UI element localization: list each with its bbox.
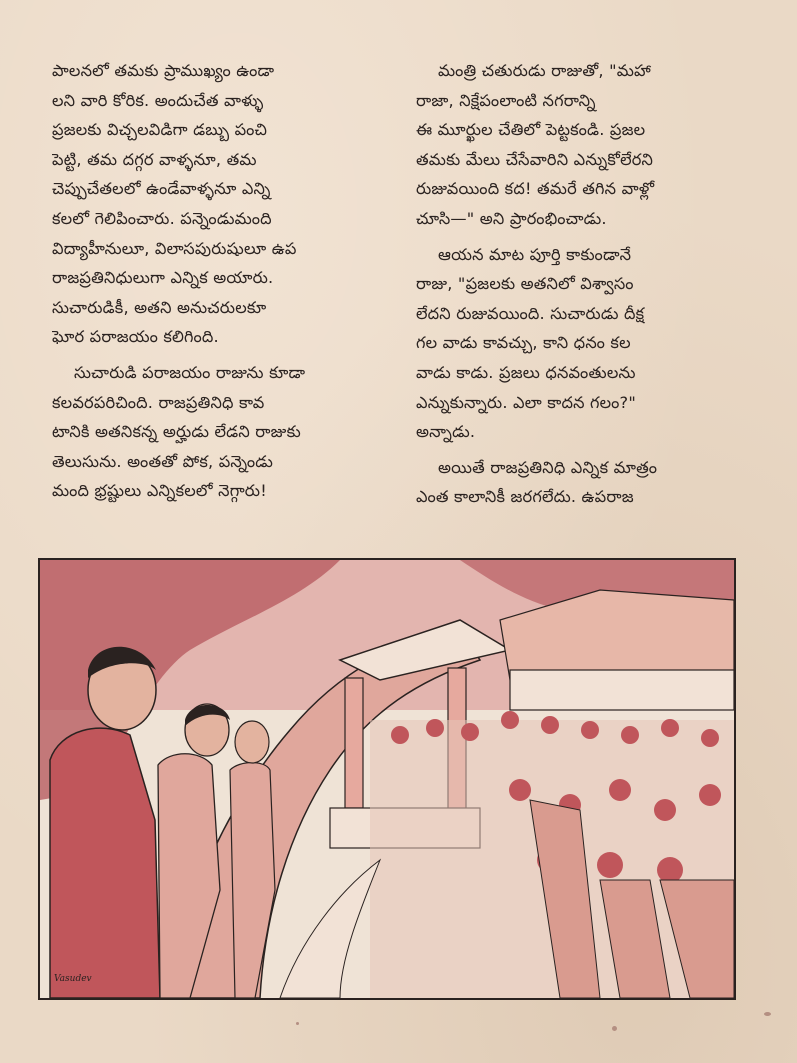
text-line: సుచారుడి పరాజయం రాజును కూడా bbox=[74, 362, 306, 382]
text-line: ప్రజలకు విచ్చలవిడిగా డబ్బు పంచి bbox=[52, 120, 268, 140]
text-line: టానికి అతనికన్న అర్హుడు లేడని రాజుకు bbox=[52, 422, 301, 442]
text-line: రాజప్రతినిధులుగా ఎన్నిక అయారు. bbox=[52, 268, 274, 288]
text-line: ఎంత కాలానికీ జరగలేదు. ఉపరాజ bbox=[416, 487, 634, 507]
text-line: అన్నాడు. bbox=[416, 422, 476, 442]
text-line: గల వాడు కావచ్చు, కాని ధనం కల bbox=[416, 333, 631, 353]
crowd-person-head bbox=[581, 721, 599, 739]
text-line: లేదని రుజువయింది. సుచారుడు దీక్ష bbox=[416, 303, 645, 323]
text-line: మంది భ్రష్టులు ఎన్నికలలో నెగ్గారు! bbox=[52, 481, 267, 501]
crowd-person-head bbox=[621, 726, 639, 744]
text-line: కలలో గెలిపించారు. పన్నెండుమంది bbox=[52, 208, 272, 228]
paper-speck bbox=[612, 1026, 617, 1031]
crowd-person-head bbox=[657, 857, 683, 883]
crowd-person-head bbox=[509, 779, 531, 801]
crowd-person-head bbox=[609, 779, 631, 801]
text-line: వాడు కాడు. ప్రజలు ధనవంతులను bbox=[416, 362, 636, 382]
crowd-person-head bbox=[661, 719, 679, 737]
text-line: అయితే రాజప్రతినిధి ఎన్నిక మాత్రం bbox=[438, 457, 658, 477]
text-line: తెలుసును. అంతతో పోక, పన్నెండు bbox=[52, 451, 274, 471]
text-line: చెప్పుచేతలలో ఉండేవాళ్ళనూ ఎన్ని bbox=[52, 179, 271, 199]
text-line: రాజు, "ప్రజలకు అతనిలో విశ్వాసం bbox=[416, 274, 634, 294]
paragraph bbox=[52, 56, 392, 352]
text-line: ఎన్నుకున్నారు. ఎలా కాదన గలం?" bbox=[416, 392, 636, 412]
paragraph bbox=[416, 453, 756, 512]
crowd-person-head bbox=[461, 723, 479, 741]
crowd-person-head bbox=[391, 726, 409, 744]
left-text-column bbox=[52, 56, 392, 506]
crowd-person-head bbox=[654, 799, 676, 821]
illustration-art bbox=[40, 560, 734, 998]
text-line: విద్యాహీనులూ, విలాసపురుషులూ ఉప bbox=[52, 238, 297, 258]
paragraph bbox=[416, 56, 756, 234]
text-line: కలవరపరిచింది. రాజప్రతినిధి కావ bbox=[52, 392, 265, 412]
artist-signature: Vasudev bbox=[54, 974, 92, 984]
story-illustration bbox=[38, 558, 736, 1000]
text-line: లని వారి కోరిక. అందుచేత వాళ్ళు bbox=[52, 90, 264, 110]
text-line: తమకు మేలు చేసేవారిని ఎన్నుకోలేరని bbox=[416, 149, 654, 169]
right-text-column bbox=[416, 56, 756, 512]
crowd-person-head bbox=[597, 852, 623, 878]
text-line: ఈ మూర్ఖుల చేతిలో పెట్టకండి. ప్రజల bbox=[416, 120, 646, 140]
text-line: సుచారుడికీ, అతని అనుచరులకూ bbox=[52, 297, 267, 317]
text-line: పెట్టి, తమ దగ్గర వాళ్ళనూ, తమ bbox=[52, 149, 257, 169]
crowd-person-head bbox=[701, 729, 719, 747]
paragraph bbox=[416, 240, 756, 447]
text-line: రుజువయింది కద! తమరే తగిన వాళ్లో bbox=[416, 179, 655, 199]
text-line: రాజా, నిక్షేపంలాంటి నగరాన్ని bbox=[416, 90, 596, 110]
text-line: ఆయన మాట పూర్తి కాకుండానే bbox=[438, 244, 632, 264]
pavilion-pillar bbox=[345, 678, 363, 808]
crowd bbox=[370, 711, 734, 998]
text-line: చూసి—" అని ప్రారంభించాడు. bbox=[416, 208, 607, 228]
paragraph bbox=[52, 358, 392, 506]
paper-speck bbox=[764, 1012, 771, 1016]
crowd-person-head bbox=[699, 784, 721, 806]
palace-building bbox=[510, 670, 734, 710]
crowd-person-head bbox=[426, 719, 444, 737]
crowd-person-head bbox=[501, 711, 519, 729]
text-line: ఘోర పరాజయం కలిగింది. bbox=[52, 327, 219, 347]
crowd-person-head bbox=[541, 716, 559, 734]
text-line: పాలనలో తమకు ప్రాముఖ్యం ఉండా bbox=[52, 61, 275, 80]
paper-speck bbox=[296, 1022, 299, 1025]
text-line: మంత్రి చతురుడు రాజుతో, "మహా bbox=[438, 61, 651, 80]
third-man-head bbox=[235, 721, 269, 763]
